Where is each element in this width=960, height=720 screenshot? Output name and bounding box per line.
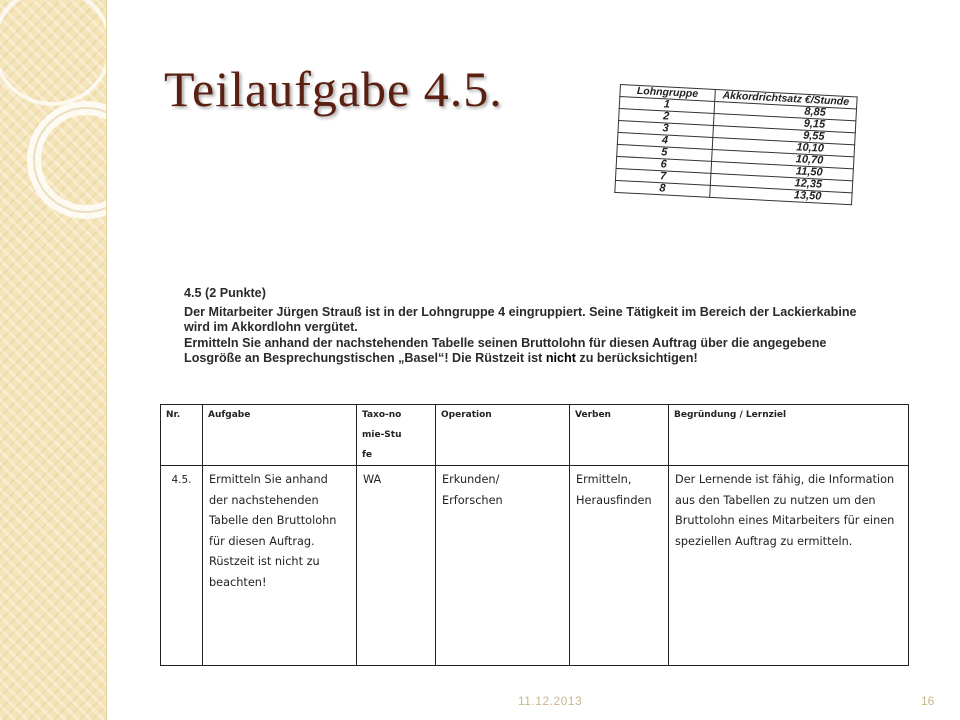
rate-group: 2	[619, 108, 714, 125]
task-paragraph-1: Der Mitarbeiter Jürgen Strauß ist in der Lohngruppe 4 eingruppiert. Seine Tätigkeit im Bereich der Lackierkabine wird im Akkordlohn vergütet.	[184, 304, 857, 334]
header-taxonomie-label: Taxo-nomie-Stufe	[362, 410, 402, 460]
footer-date: 11.12.2013	[518, 694, 583, 708]
rate-group: 1	[619, 97, 714, 114]
cell-begruendung: Der Lernende ist fähig, die Information aus den Tabellen zu nutzen um den Bruttolohn eines Mitarbeiters für einen speziellen Auftrag zu ermitteln.	[669, 466, 909, 666]
evaluation-table	[160, 404, 909, 666]
task-heading: 4.5 (2 Punkte)	[184, 286, 266, 300]
slide-title: Teilaufgabe 4.5.	[164, 61, 503, 117]
rate-group: 6	[616, 156, 711, 173]
rate-value: 10,70	[711, 149, 854, 168]
rate-value: 8,85	[714, 101, 857, 120]
header-aufgabe: Aufgabe	[203, 405, 357, 466]
wage-rate-table	[614, 84, 857, 205]
table-header-row	[161, 405, 909, 466]
task-emphasis: nicht	[545, 351, 576, 365]
page-number: 16	[921, 694, 935, 708]
cell-operation: Erkunden/ Erforschen	[436, 466, 570, 666]
rate-group: 8	[615, 180, 710, 197]
header-begruendung: Begründung / Lernziel	[669, 405, 909, 466]
cell-aufgabe: Ermitteln Sie anhand der nachstehenden Tabelle den Bruttolohn für diesen Auftrag. Rüstzeit ist nicht zu beachten!	[203, 466, 357, 666]
rate-header-rate: Akkordrichtsatz €/Stunde	[715, 89, 858, 108]
rate-value: 12,35	[710, 173, 853, 192]
decorative-side-band	[0, 0, 107, 720]
rate-group: 7	[615, 168, 710, 185]
rate-group: 5	[617, 144, 712, 161]
header-operation: Operation	[436, 405, 570, 466]
rate-value: 13,50	[709, 185, 852, 204]
table-row	[161, 466, 909, 666]
header-verben: Verben	[570, 405, 669, 466]
rate-value: 9,55	[713, 125, 856, 144]
rate-value: 10,10	[712, 137, 855, 156]
cell-taxonomie: WA	[357, 466, 436, 666]
cell-verben: Ermitteln, Herausfinden	[570, 466, 669, 666]
rate-value: 9,15	[713, 113, 856, 132]
rate-group: 3	[618, 120, 713, 137]
decorative-rings-icon	[0, 0, 106, 720]
task-paragraph-2-start: Ermitteln Sie anhand der nachstehenden Tabelle seinen Bruttolohn für diesen Auftrag über die angegebene Losgröße an Besprechungstischen „Basel“! Die Rüstzeit ist	[184, 335, 827, 365]
rate-value: 11,50	[711, 161, 854, 180]
task-paragraph-2-end: zu berücksichtigen!	[579, 351, 698, 365]
rate-header-group: Lohngruppe	[620, 85, 715, 102]
header-nr: Nr.	[161, 405, 203, 466]
task-paragraph-2	[184, 336, 860, 367]
cell-nr: 4.5.	[161, 466, 203, 666]
header-taxonomie	[357, 405, 436, 466]
rate-group: 4	[617, 132, 712, 149]
task-description	[184, 286, 860, 367]
